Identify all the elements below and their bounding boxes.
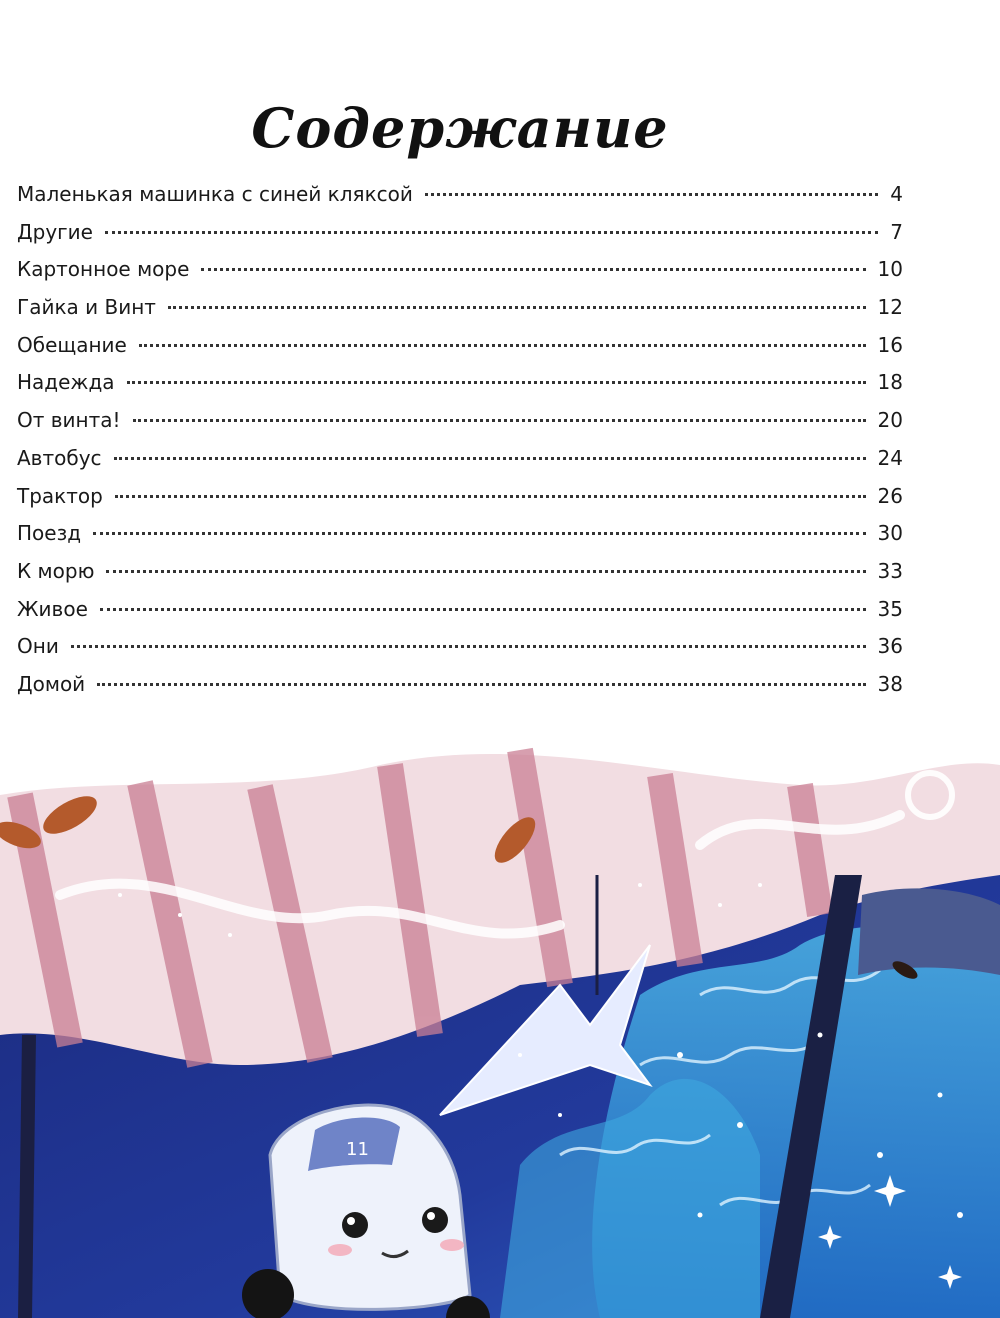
toc-leader-dots	[71, 645, 866, 648]
table-of-contents	[17, 182, 903, 710]
toc-entry[interactable]	[17, 257, 903, 295]
toc-leader-dots	[100, 608, 866, 611]
toc-leader-dots	[201, 268, 865, 271]
toc-entry-page: 7	[890, 219, 903, 244]
toc-leader-dots	[93, 532, 866, 535]
toc-entry-page: 4	[890, 182, 903, 206]
toc-leader-dots	[97, 683, 865, 686]
toc-entry-title: Картонное море	[17, 257, 190, 282]
toc-entry-title: Обещание	[17, 332, 127, 357]
toc-entry[interactable]	[17, 559, 903, 597]
toc-entry-page: 18	[877, 370, 903, 395]
toc-entry[interactable]	[17, 446, 903, 484]
toc-entry[interactable]	[17, 220, 903, 258]
toc-entry-page: 12	[877, 295, 903, 320]
toc-entry[interactable]	[17, 408, 903, 446]
toc-entry-title: Трактор	[17, 483, 103, 508]
toc-entry-title: Надежда	[17, 370, 115, 395]
toc-leader-dots	[133, 419, 866, 422]
page-title: Содержание	[251, 96, 669, 160]
toc-leader-dots	[139, 344, 866, 347]
toc-entry-title: Живое	[17, 596, 88, 621]
toc-entry-page: 10	[877, 257, 903, 282]
toc-entry-page: 24	[877, 445, 903, 470]
toc-entry-page: 16	[877, 332, 903, 357]
toc-leader-dots	[106, 570, 865, 573]
toc-entry-title: Поезд	[17, 521, 82, 546]
toc-leader-dots	[425, 193, 878, 196]
toc-entry-page: 35	[877, 596, 903, 621]
toc-entry-page: 33	[877, 558, 903, 583]
illustration	[0, 735, 1000, 1318]
toc-entry[interactable]	[17, 521, 903, 559]
toc-leader-dots	[105, 231, 878, 234]
toc-leader-dots	[115, 495, 866, 498]
toc-entry-title: Домой	[17, 671, 86, 696]
toc-entry[interactable]	[17, 370, 903, 408]
toc-entry-title: Маленькая машинка с синей кляксой	[17, 182, 413, 206]
toc-entry-title: К морю	[17, 558, 95, 583]
toc-entry[interactable]	[17, 295, 903, 333]
toc-entry-title: Другие	[17, 219, 93, 244]
car-number: 11	[346, 1139, 369, 1160]
toc-leader-dots	[114, 457, 866, 460]
toc-entry-title: От винта!	[17, 408, 121, 433]
toc-entry-title: Гайка и Винт	[17, 295, 156, 320]
toc-leader-dots	[168, 306, 866, 309]
toc-leader-dots	[127, 381, 866, 384]
toc-entry-page: 20	[877, 408, 903, 433]
toc-entry[interactable]	[17, 597, 903, 635]
toc-entry-page: 30	[877, 521, 903, 546]
toc-entry-page: 36	[877, 634, 903, 659]
toc-entry[interactable]	[17, 672, 903, 710]
toc-entry-title: Они	[17, 634, 59, 659]
toc-entry[interactable]	[17, 484, 903, 522]
toc-entry[interactable]	[17, 634, 903, 672]
toc-entry-page: 38	[877, 671, 903, 696]
toc-entry[interactable]	[17, 182, 903, 220]
toc-entry[interactable]	[17, 333, 903, 371]
toc-entry-page: 26	[877, 483, 903, 508]
toc-entry-title: Автобус	[17, 445, 102, 470]
